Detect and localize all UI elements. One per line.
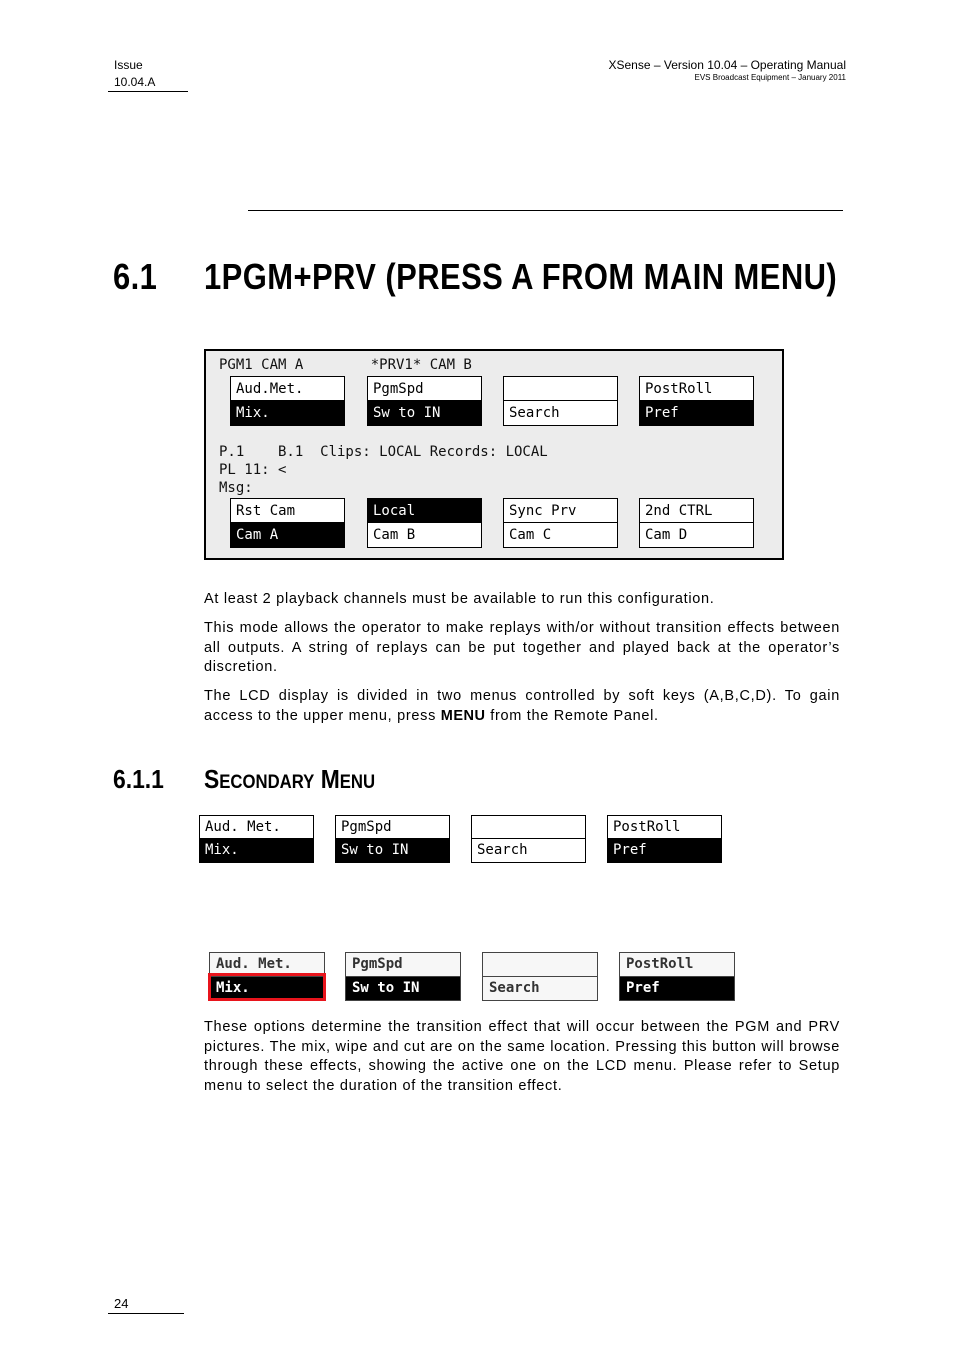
subsection-title <box>204 764 375 795</box>
softkey-lower-label: Mix. <box>210 977 324 1001</box>
document-subtitle: EVS Broadcast Equipment – January 2011 <box>694 73 846 82</box>
softkey-lower-label: Sw to IN <box>346 977 460 1001</box>
paragraph-requirement: At least 2 playback channels must be available to run this configuration. <box>204 591 715 607</box>
header-rule <box>108 91 188 92</box>
lcd-message-line: Msg: <box>219 480 253 496</box>
text-run: from the Remote Panel. <box>485 707 659 724</box>
title-smallcaps: ENU <box>339 772 376 793</box>
softkey-upper-label: PostRoll <box>620 953 734 977</box>
lcd-playlist-line: PL 11: < <box>219 462 287 478</box>
lcd-softkey-d <box>639 376 754 426</box>
softkey-upper-label: Rst Cam <box>231 499 344 523</box>
softkey-lower-label: Cam C <box>509 527 552 543</box>
lcd-display <box>204 349 784 560</box>
lcd-softkey-c <box>503 376 618 426</box>
softkey-upper-label: Local <box>368 499 481 523</box>
softkey-lower-label: Cam A <box>231 523 344 547</box>
section-number: 6.1 <box>113 256 158 297</box>
document-title: XSense – Version 10.04 – Operating Manual <box>608 58 846 72</box>
softkey-upper-label: 2nd CTRL <box>640 499 753 523</box>
paragraph-lcd-menus <box>204 687 840 726</box>
softkey-lower-label: Sw to IN <box>368 401 481 425</box>
text-run: The LCD display is divided in two menus controlled by soft keys (A,B,C,D). To gain access to the upper menu, press <box>204 688 840 724</box>
paragraph-mode-description: This mode allows the operator to make replays with/or without transition effects between all outputs. A string of replays can be put together and played back at the operator’s discretion. <box>204 620 840 675</box>
paragraph-transition-effect: These options determine the transition effect that will occur between the PGM and PRV pictures. The mix, wipe and cut are on the same location. Pressing this button will browse through these effects, showing the active one on the LCD menu. Please refer to Setup menu to select the duration of the transition effect. <box>204 1019 840 1094</box>
softkey-lower-label: Search <box>489 979 540 996</box>
subsection-number: 6.1.1 <box>113 764 164 794</box>
softkey-lower-label: Sw to IN <box>336 839 449 862</box>
lcd-softkey-a <box>230 376 345 426</box>
softkey-lower-label: Mix. <box>200 839 313 862</box>
softkey-lower-label: Search <box>509 405 560 421</box>
section-title: 1PGM+PRV (PRESS A FROM MAIN MENU) <box>204 256 838 297</box>
softkey-upper-label: PostRoll <box>608 816 721 839</box>
highlight-softkey-c <box>482 952 598 1001</box>
softkey-lower-label: Cam B <box>373 527 416 543</box>
lcd-channel-line: PGM1 CAM A *PRV1* CAM B <box>219 357 472 373</box>
secondary-softkey-a <box>199 815 314 863</box>
softkey-upper-label: PgmSpd <box>368 377 481 401</box>
title-initial: S <box>204 764 220 794</box>
softkey-upper-label: Aud.Met. <box>231 377 344 401</box>
softkey-upper-label: PgmSpd <box>346 953 460 977</box>
title-smallcaps: ECONDARY <box>219 772 315 793</box>
highlight-softkey-d <box>619 952 735 1001</box>
issue-number: 10.04.A <box>114 75 156 89</box>
title-initial: M <box>320 764 340 794</box>
softkey-upper-label <box>483 953 597 977</box>
lcd-softkey-b-lower <box>367 498 482 548</box>
lcd-softkey-c-lower <box>503 498 618 548</box>
secondary-softkey-d <box>607 815 722 863</box>
highlight-softkey-b <box>345 952 461 1001</box>
softkey-lower-label: Pref <box>640 401 753 425</box>
highlight-frame <box>208 973 326 1001</box>
page-number: 24 <box>114 1296 129 1311</box>
softkey-lower-label: Pref <box>608 839 721 862</box>
softkey-lower-label: Cam D <box>645 527 688 543</box>
section-divider <box>248 210 843 211</box>
lcd-softkey-a-lower <box>230 498 345 548</box>
footer-rule <box>108 1313 184 1314</box>
softkey-upper-label: Aud. Met. <box>210 953 324 977</box>
softkey-upper-label <box>504 377 617 401</box>
softkey-lower-label: Pref <box>620 977 734 1001</box>
lcd-softkey-b <box>367 376 482 426</box>
issue-label: Issue <box>114 58 143 72</box>
lcd-softkey-d-lower <box>639 498 754 548</box>
lcd-status-line: P.1 B.1 Clips: LOCAL Records: LOCAL <box>219 444 548 460</box>
softkey-upper-label: Sync Prv <box>504 499 617 523</box>
softkey-upper-label: Aud. Met. <box>200 816 313 839</box>
softkey-upper-label <box>472 816 585 839</box>
softkey-upper-label: PgmSpd <box>336 816 449 839</box>
softkey-upper-label: PostRoll <box>640 377 753 401</box>
menu-key-label: MENU <box>440 707 486 724</box>
secondary-softkey-c <box>471 815 586 863</box>
softkey-lower-label: Mix. <box>231 401 344 425</box>
softkey-lower-label: Search <box>477 842 528 858</box>
secondary-softkey-b <box>335 815 450 863</box>
